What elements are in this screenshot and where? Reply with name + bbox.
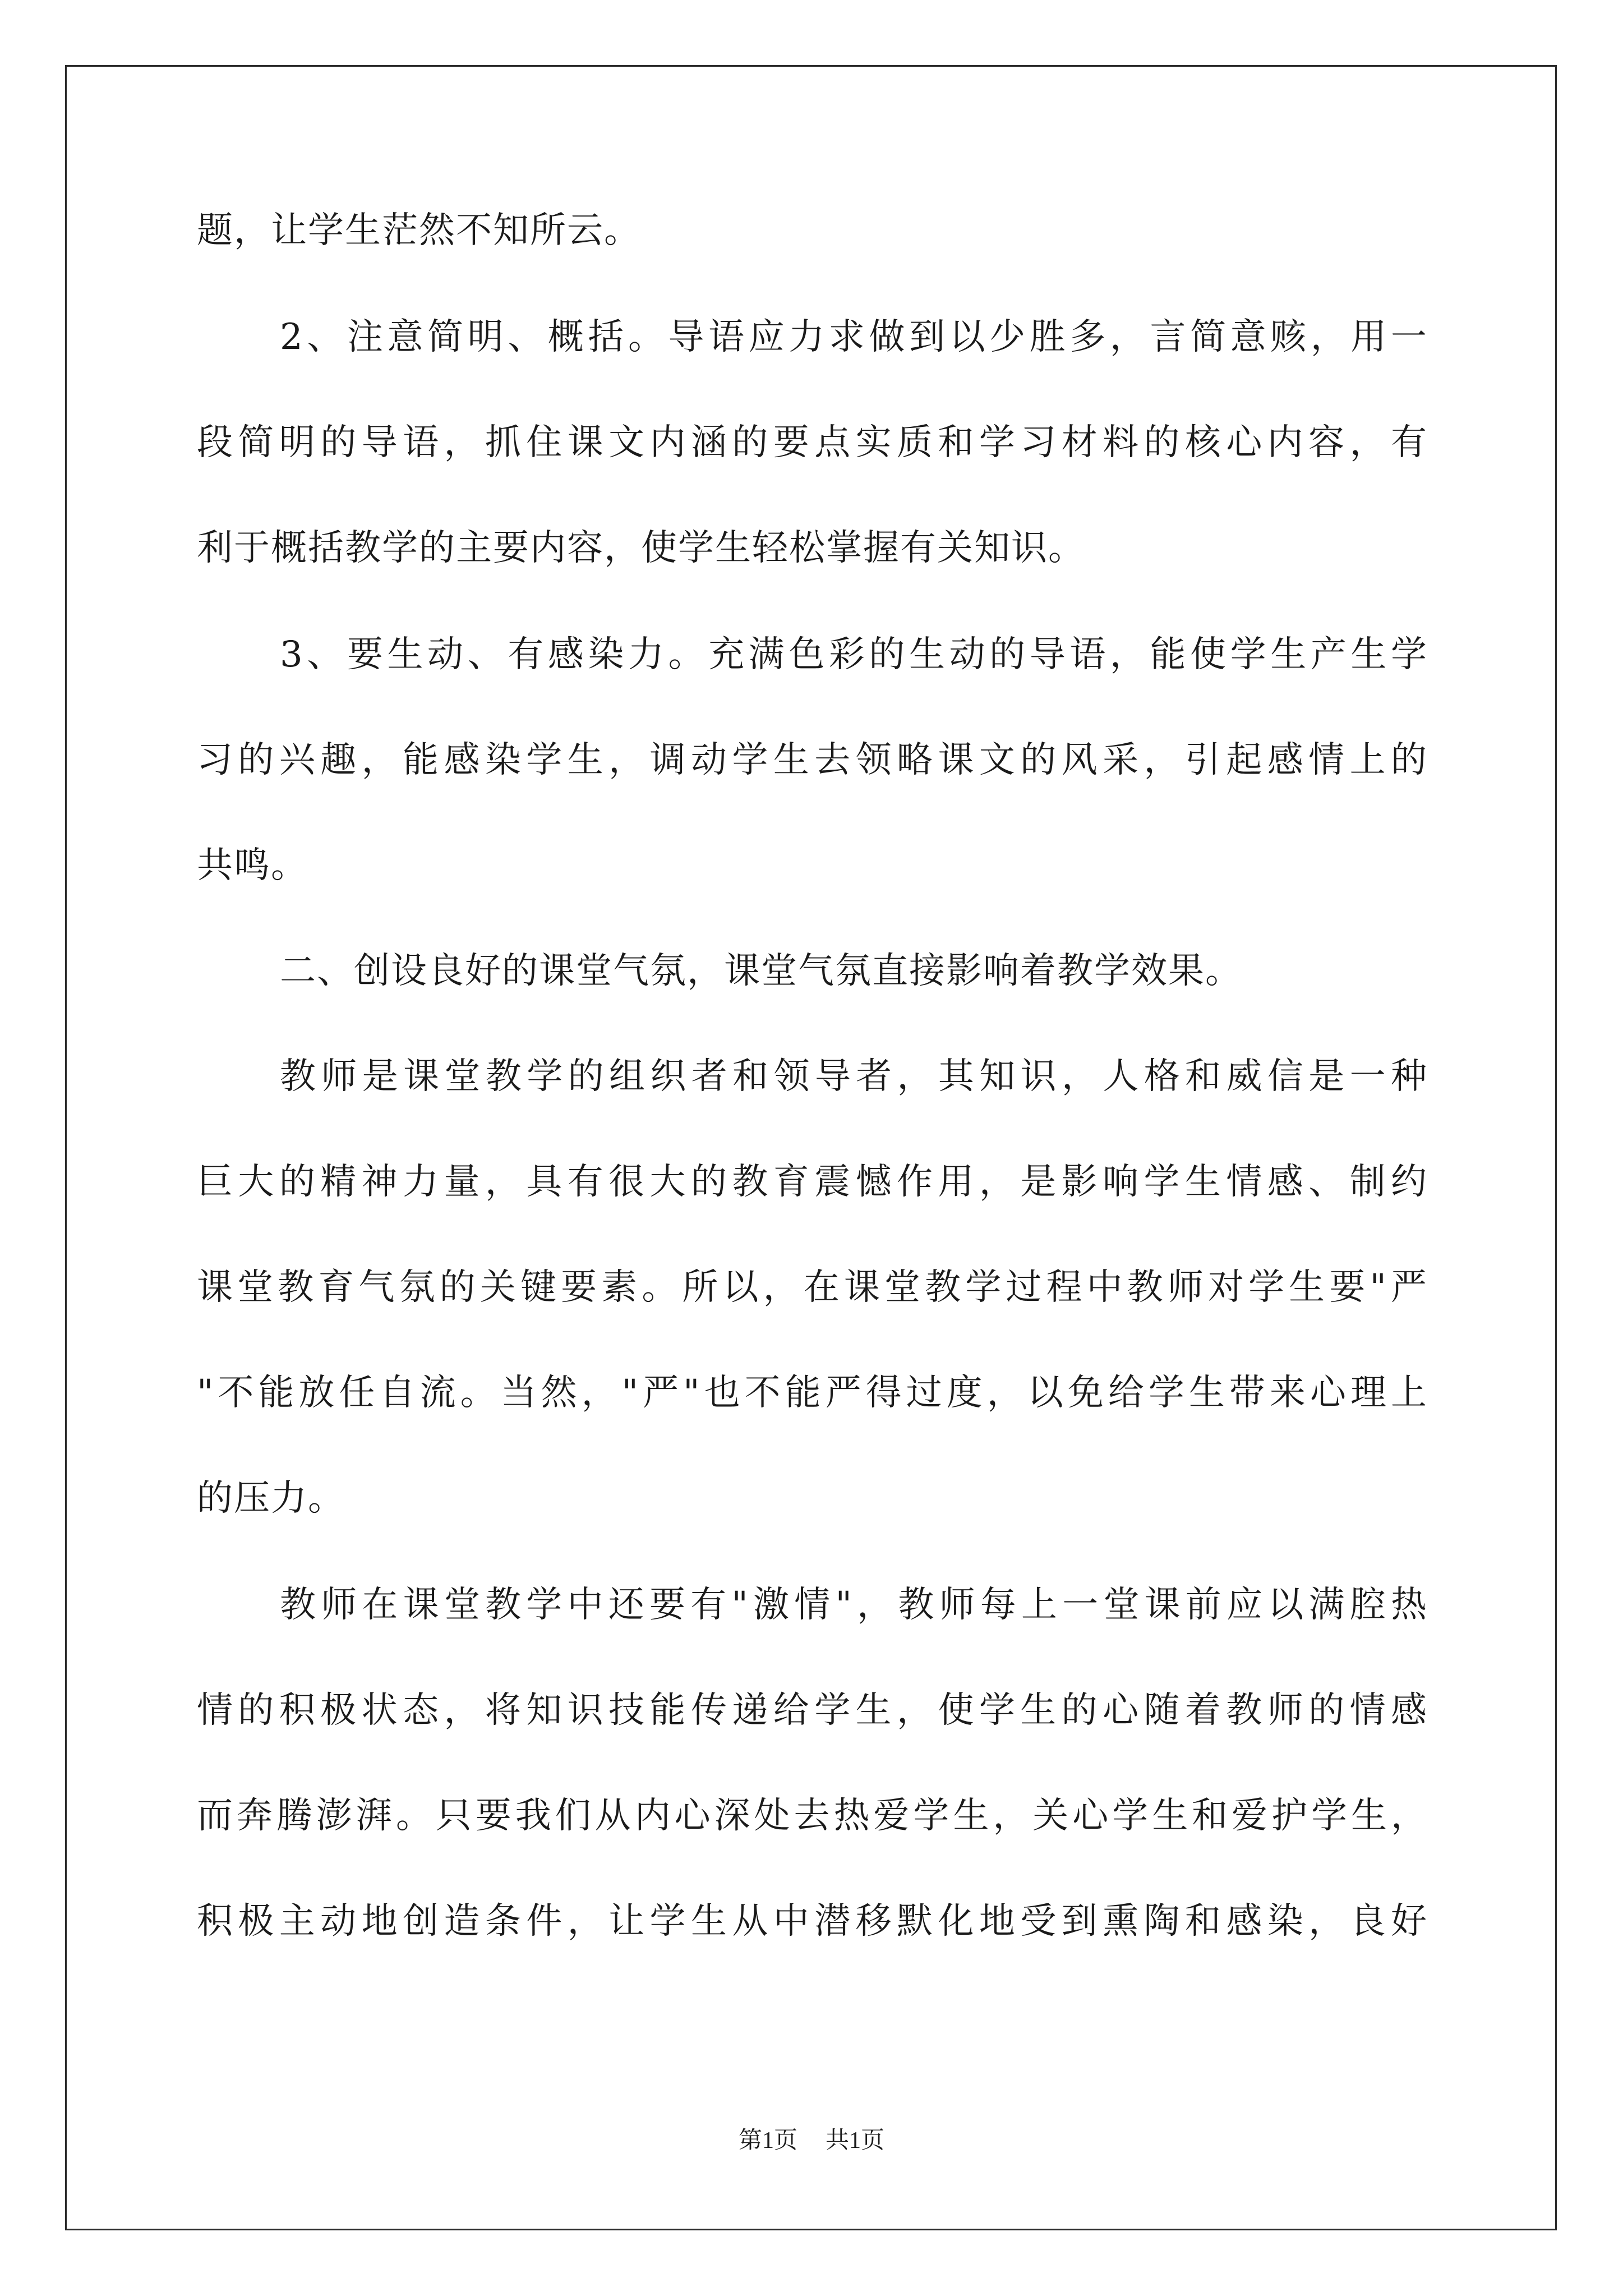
text-line: 利于概括教学的主要内容，使学生轻松掌握有关知识。 bbox=[197, 527, 1085, 569]
text-line: 积极主动地创造条件，让学生从中潜移默化地受到熏陶和感染，良好 bbox=[197, 1901, 1428, 1942]
page-number: 第1页 bbox=[738, 2128, 797, 2154]
text-line: 情的积极状态，将知识技能传递给学生，使学生的心随着教师的情感 bbox=[197, 1690, 1428, 1731]
page-total: 共1页 bbox=[826, 2128, 885, 2154]
text-line: 巨大的精神力量，具有很大的教育震憾作用，是影响学生情感、制约 bbox=[197, 1161, 1428, 1203]
text-line: 二、创设良好的课堂气氛，课堂气氛直接影响着教学效果。 bbox=[280, 950, 1242, 992]
text-line: 段简明的导语，抓住课文内涵的要点实质和学习材料的核心内容，有 bbox=[197, 422, 1428, 463]
text-line: 教师是课堂教学的组织者和领导者，其知识，人格和威信是一种 bbox=[280, 1056, 1428, 1097]
text-line: "不能放任自流。当然，"严"也不能严得过度，以免给学生带来心理上 bbox=[197, 1372, 1428, 1414]
text-line: 教师在课堂教学中还要有"激情"，教师每上一堂课前应以满腔热 bbox=[280, 1584, 1428, 1626]
text-line: 而奔腾澎湃。只要我们从内心深处去热爱学生，关心学生和爱护学生， bbox=[197, 1795, 1428, 1837]
text-line: 2、注意简明、概括。导语应力求做到以少胜多，言简意赅，用一 bbox=[280, 316, 1428, 358]
text-line: 共鸣。 bbox=[197, 845, 308, 886]
text-line: 习的兴趣，能感染学生，调动学生去领略课文的风采，引起感情上的 bbox=[197, 739, 1428, 781]
text-line: 3、要生动、有感染力。充满色彩的生动的导语，能使学生产生学 bbox=[280, 634, 1428, 675]
text-line: 题，让学生茫然不知所云。 bbox=[197, 210, 641, 251]
page-footer bbox=[0, 2125, 1623, 2156]
text-line: 的压力。 bbox=[197, 1478, 345, 1519]
text-line: 课堂教育气氛的关键要素。所以，在课堂教学过程中教师对学生要"严 bbox=[197, 1267, 1428, 1308]
